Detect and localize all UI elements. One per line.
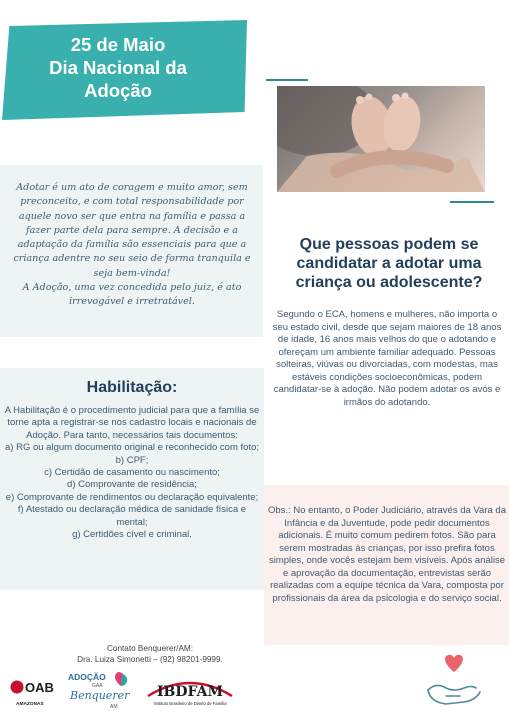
document-item: c) Certidão de casamento ou nascimento; — [44, 467, 220, 479]
oab-logo-sub: AMAZONAS — [16, 702, 44, 707]
adocao-logo-gaa: GAA — [92, 683, 103, 689]
accent-line — [266, 79, 308, 81]
intro-paragraph: A Adoção, uma vez concedida pelo juiz, é ato irrevogável e irretratável. — [22, 282, 242, 308]
document-item: d) Comprovante de residência; — [67, 479, 197, 491]
document-item: f) Atestado ou declaração médica de sanidade física e mental; — [17, 504, 247, 528]
habilitacao-intro: A Habilitação é o procedimento judicial para que a família se torne apta a registrar-se nos cadastro locais e nacionais de Adoção. Para tanto, necessários tais documentos: — [4, 405, 260, 441]
adocao-logo-am: AM — [110, 704, 118, 710]
header-date: 25 de Maio — [70, 34, 166, 55]
oab-logo-text: OAB — [25, 680, 54, 695]
adocao-benquerer-logo — [66, 670, 132, 710]
contact-info — [40, 643, 260, 665]
question-title: Que pessoas podem se candidatar a adotar uma criança ou adolescente? — [295, 236, 483, 291]
intro-text — [8, 181, 256, 310]
obs-text: Obs.: No entanto, o Poder Judiciário, através da Vara da Infância e da Juventude, pode pedir documentos adicionais. É muito comum pedirem fotos. São para serem mostradas às crianças, por isso prefira fotos simples, onde vocês estejam bem visíveis. Após análise e aprovação da documentação, entrevistas serão realizadas com a equipe técnica da Vara, composta por profissionais da área da psicologia e do serviço social. — [268, 505, 506, 604]
accent-line — [450, 201, 494, 203]
heart-hands-icon — [424, 652, 484, 712]
header-title-line: Adoção — [84, 80, 152, 101]
contact-person: Dra. Luiza Simonetti – (92) 98201-9999. — [77, 655, 223, 664]
baby-feet-photo — [277, 86, 485, 192]
habilitacao-body — [2, 405, 262, 541]
contact-label: Contato Benquerer/AM: — [106, 644, 194, 653]
adocao-logo-title: ADOÇÃO — [68, 672, 106, 682]
ibdfam-logo-sub: Instituto Brasileiro de Direito de Família — [153, 701, 227, 706]
adocao-logo-name: Benquerer — [70, 689, 130, 702]
habilitacao-title: Habilitação: — [86, 379, 178, 396]
document-item: a) RG ou algum documento original e reconhecido com foto; — [5, 442, 259, 454]
ibdfam-logo-text: IBDFAM — [156, 684, 224, 700]
ibdfam-logo — [144, 674, 236, 708]
intro-paragraph: Adotar é um ato de coragem e muito amor, sem preconceito, e com total responsabilidade por aquele novo ser que entra na família e passa a fazer parte dela para sempre. A decisão e a adaptação da família são essenciais para que a criança adentre no seu seio de forma tranquila e seja bem-vinda! — [13, 182, 251, 279]
document-item: b) CPF; — [115, 454, 149, 466]
oab-logo — [10, 675, 56, 709]
header-title-line: Dia Nacional da — [49, 57, 187, 78]
document-item: e) Comprovante de rendimentos ou declaração equivalente; — [5, 491, 259, 503]
document-item: g) Certidões cível e criminal. — [72, 529, 192, 541]
question-body: Segundo o ECA, homens e mulheres, não importa o seu estado civil, desde que sejam maiores de 18 anos de idade, 16 anos mais velhos do que o adotando e ofereçam um ambiente familiar adequado. Pessoas solteiras, viúvas ou divorciadas, com modestas, mas estáveis condições socioeconômicas, podem candidatar-se à adoção. Não podem adotar os avós e irmãos do adotando. — [272, 309, 502, 408]
